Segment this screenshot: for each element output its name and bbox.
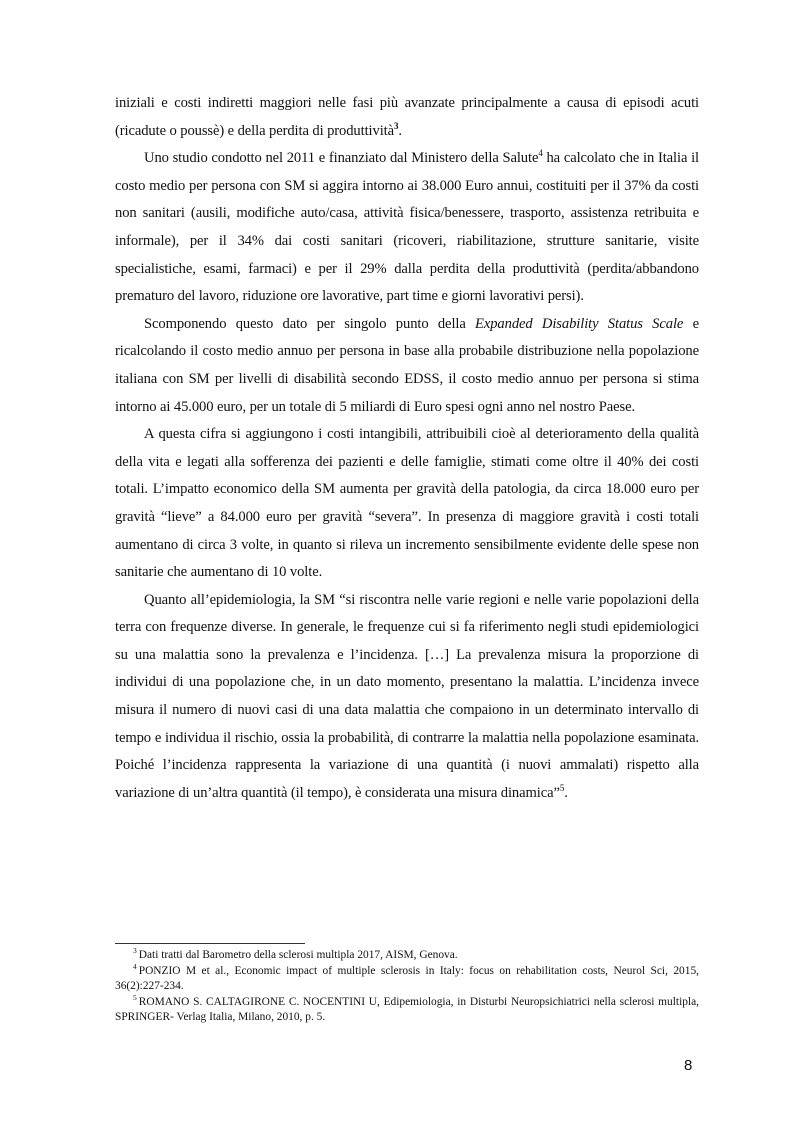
footnote-3: $^3$ Dati tratti dal Barometro della sclerosi multipla 2017, AISM, Genova. bbox=[133, 946, 458, 961]
paragraph-2: Uno studio condotto nel 2011 e finanziato dal Ministero della Salute$^4$ ha calcolato che in Italia il costo medio per persona con SM si aggira intorno ai 38.000 Euro annui, costituiti per il 37% da costi non sanitari (ausili, modifiche auto/casa, attività fisica/benessere, trasporto, assistenza retribuita e informale), per il 34% dai costi sanitari (ricoveri, riabilitazione, strutture sanitarie, visite specialistiche, esami, farmaci) e per il 29% dalla perdita della produttività (perdita/abbandono prematuro del lavoro, riduzione ore lavorative, part time e giorni lavorativi persi). bbox=[115, 148, 699, 305]
footnote-4: $^4$ PONZIO M et al., Economic impact of multiple sclerosis in Italy: focus on rehabilitation costs, Neurol Sci, 2015, 36(2):227-234. bbox=[115, 962, 699, 992]
paragraph-1: iniziali e costi indiretti maggiori nelle fasi più avanzate principalmente a causa di episodi acuti (ricadute o poussè) e della perdita di produttività$^3$. bbox=[115, 95, 699, 139]
footnotes bbox=[115, 948, 699, 1026]
paragraph-5: Quanto all’epidemiologia, la SM “si riscontra nelle varie regioni e nelle varie popolazioni della terra con frequenze diverse. In generale, le frequenze cui si fa riferimento negli studi epidemiologici su una malattia sono la prevalenza e l’incidenza. […] La prevalenza misura la proporzione di individui di una popolazione che, in un dato momento, presentano la malattia. L’incidenza invece misura il numero di nuovi casi di una data malattia che compaiono in un determinato intervallo di tempo e individua il rischio, ossia la probabilità, di contrarre la malattia nella popolazione esaminata. Poiché l’incidenza rappresenta la variazione di una quantità (i nuovi ammalati) rispetto alla variazione di un’altra quantità (il tempo), è considerata una misura dinamica”$^5$. bbox=[115, 591, 699, 801]
footnote-ref-3[interactable]: 3 bbox=[393, 120, 399, 131]
footnote-5: $^5$ ROMANO S. CALTAGIRONE C. NOCENTINI U, Edipemiologia, in Disturbi Neuropsichiatrici nella sclerosi multipla, SPRINGER- Verlag Italia, Milano, 2010, p. 5. bbox=[115, 993, 699, 1023]
footnote-separator bbox=[115, 943, 305, 944]
page-number: 8 bbox=[684, 1057, 693, 1074]
body-text bbox=[115, 90, 699, 807]
paragraph-3: Scomponendo questo dato per singolo punto della Expanded Disability Status Scale e ricalcolando il costo medio annuo per persona in base alla probabile distribuzione nella popolazione italiana con SM per livelli di disabilità secondo EDSS, il costo medio annuo per persona si stima intorno ai 45.000 euro, per un totale di 5 miliardi di Euro spesi ogni anno nel nostro Paese. bbox=[115, 315, 699, 415]
footnote-ref-4[interactable]: 4 bbox=[538, 148, 543, 159]
footnote-ref-5[interactable]: 5 bbox=[559, 782, 565, 793]
edss-term: Expanded Disability Status Scale bbox=[475, 315, 684, 332]
paragraph-4: A questa cifra si aggiungono i costi intangibili, attribuibili cioè al deterioramento della qualità della vita e legati alla sofferenza dei pazienti e delle famiglie, stimati come oltre il 40% dei costi totali. L’impatto economico della SM aumenta per gravità della patologia, da circa 18.000 euro per gravità “lieve” a 84.000 euro per gravità “severa”. In presenza di maggiore gravità i costi totali aumentano di circa 3 volte, in quanto si rileva un incremento sensibilmente evidente delle spese non sanitarie che aumentano di 10 volte. bbox=[115, 426, 699, 581]
